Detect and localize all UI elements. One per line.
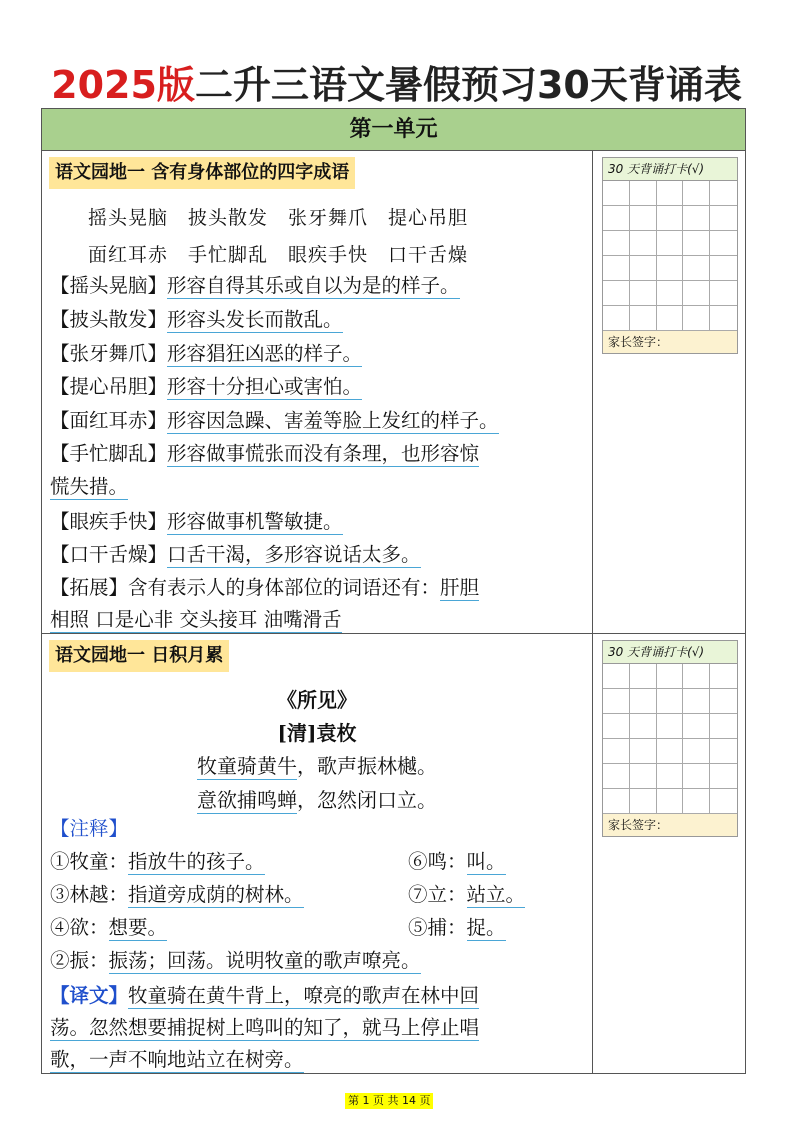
idiom-row-2 — [88, 240, 488, 267]
page-number: 第 1 页 共 14 页 — [345, 1093, 433, 1109]
extension-line-2: 相照 口是心非 交头接耳 油嘴滑舌 — [50, 608, 342, 631]
translation-line-2: 荡。忽然想要捕捉树上鸣叫的知了，就马上停止唱 — [50, 1016, 480, 1039]
idiom: 眼疾手快 — [288, 244, 369, 266]
content-table — [41, 108, 746, 1074]
idiom: 口干舌燥 — [388, 244, 469, 266]
note-row: ②振：振荡；回荡。说明牧童的歌声嘹亮。 — [50, 949, 421, 972]
parent-signature[interactable]: 家长签字： — [603, 331, 737, 353]
section1-title: 语文园地一 含有身体部位的四字成语 — [49, 157, 355, 189]
poem-author: [清]袁枚 — [277, 721, 357, 745]
checkin-header: 30 天背诵打卡(√) — [603, 158, 737, 181]
column-divider — [592, 150, 593, 1073]
note-row: ⑤捕：捉。 — [408, 916, 506, 939]
definition-line: 【面红耳赤】形容因急躁、害羞等脸上发红的样子。 — [50, 409, 499, 432]
section2-title: 语文园地一 日积月累 — [49, 640, 229, 672]
parent-signature[interactable]: 家长签字： — [603, 814, 737, 836]
poem-line-2: 意欲捕鸣蝉，忽然闭口立。 — [197, 788, 437, 812]
note-row: ⑥鸣：叫。 — [408, 850, 506, 873]
definition-line: 【张牙舞爪】形容猖狂凶恶的样子。 — [50, 342, 363, 365]
page-title — [0, 55, 793, 115]
definition-line: 【提心吊胆】形容十分担心或害怕。 — [50, 375, 363, 398]
idiom: 披头散发 — [188, 207, 269, 229]
poem-title: 《所见》 — [277, 688, 357, 712]
definition-line: 【手忙脚乱】形容做事慌张而没有条理，也形容惊 — [50, 442, 480, 465]
idiom: 张牙舞爪 — [288, 207, 369, 229]
definition-line: 【眼疾手快】形容做事机警敏捷。 — [50, 510, 343, 533]
unit-header: 第一单元 — [42, 109, 745, 151]
checkin-grid[interactable] — [603, 181, 737, 331]
extension-line: 【拓展】含有表示人的身体部位的词语还有：肝胆 — [50, 576, 480, 599]
idiom: 摇头晃脑 — [88, 207, 169, 229]
checkin-card-2 — [602, 640, 738, 837]
idiom-row-1 — [88, 203, 488, 230]
title-year: 2025版 — [51, 63, 195, 107]
idiom: 手忙脚乱 — [188, 244, 269, 266]
definition-line: 【摇头晃脑】形容自得其乐或自以为是的样子。 — [50, 274, 460, 297]
checkin-header: 30 天背诵打卡(√) — [603, 641, 737, 664]
definition-line: 【披头散发】形容头发长而散乱。 — [50, 308, 343, 331]
translation-line-3: 歌，一声不响地站立在树旁。 — [50, 1048, 304, 1071]
notes-label: 【注释】 — [50, 817, 129, 840]
idiom: 提心吊胆 — [388, 207, 469, 229]
checkin-grid[interactable] — [603, 664, 737, 814]
note-row: ④欲：想要。 — [50, 916, 168, 939]
title-main: 二升三语文暑假预习30天背诵表 — [194, 63, 742, 107]
note-row: ③林越：指道旁成荫的树林。 — [50, 883, 304, 906]
idiom: 面红耳赤 — [88, 244, 169, 266]
checkin-card-1 — [602, 157, 738, 354]
note-row: ①牧童：指放牛的孩子。 — [50, 850, 265, 873]
definition-line: 慌失措。 — [50, 475, 129, 498]
note-row: ⑦立：站立。 — [408, 883, 526, 906]
definition-line: 【口干舌燥】口舌干渴，多形容说话太多。 — [50, 543, 421, 566]
poem-line-1: 牧童骑黄牛，歌声振林樾。 — [197, 754, 437, 778]
translation-line-1: 【译文】牧童骑在黄牛背上，嘹亮的歌声在林中回 — [50, 984, 480, 1007]
